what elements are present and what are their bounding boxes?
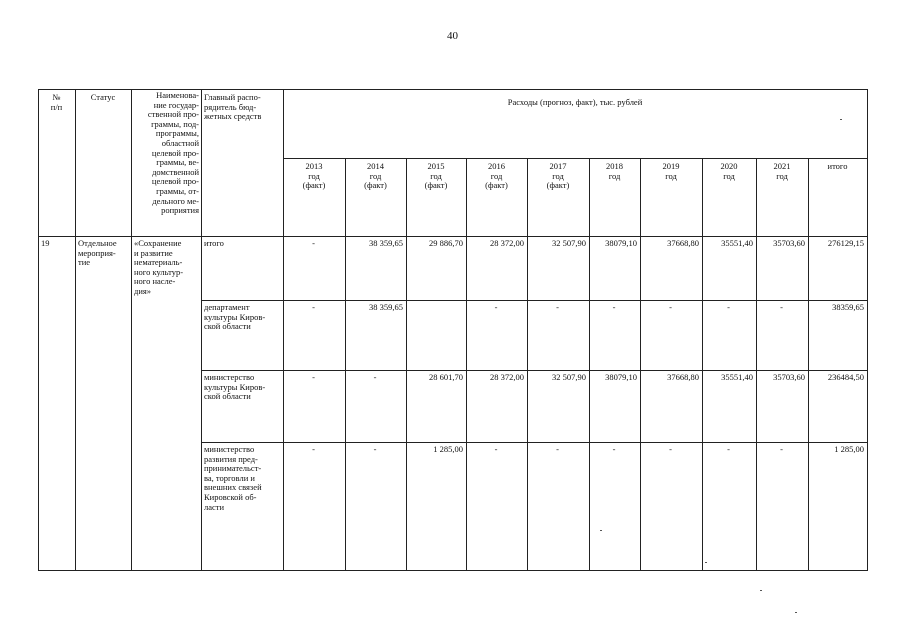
header-year: 2013 год (факт) (302, 161, 326, 191)
value-cell: - (669, 302, 672, 312)
value-cell: 38079,10 (605, 372, 637, 382)
column-divider (527, 158, 528, 570)
value-cell: - (556, 302, 559, 312)
sub-row-admin: итого (204, 238, 224, 248)
header-year: 2014 год (факт) (364, 161, 387, 191)
column-divider (38, 89, 39, 570)
value-cell: 35703,60 (773, 372, 805, 382)
row-status: Отдельное мероприя- тие (78, 238, 117, 268)
header-admin: Главный распо- рядитель бюд- жетных средств (204, 92, 262, 122)
column-divider (640, 158, 641, 570)
value-cell: - (780, 302, 783, 312)
value-cell: - (556, 444, 559, 454)
header-year: 2016 год (факт) (485, 161, 508, 191)
header-year: итого (827, 161, 848, 171)
value-cell: 28 372,00 (490, 238, 524, 248)
sub-row-divider (201, 300, 868, 301)
value-cell: - (494, 444, 498, 454)
header-bottom-line (38, 236, 868, 237)
column-divider (589, 158, 590, 570)
header-year: 2021 год (773, 161, 791, 181)
column-divider (756, 158, 757, 570)
column-divider (201, 89, 202, 570)
header-year: 2018 год (606, 161, 623, 181)
value-cell: 28 372,00 (490, 372, 524, 382)
expenses-subheader-line (283, 158, 868, 159)
value-cell: - (312, 444, 315, 454)
header-year: 2020 год (720, 161, 738, 181)
sub-row-divider (201, 370, 868, 371)
scan-speck (840, 119, 842, 120)
column-divider (808, 158, 809, 570)
value-cell: 38359,65 (832, 302, 864, 312)
scan-speck (705, 562, 707, 563)
column-divider (702, 158, 703, 570)
sub-row-admin: министерство культуры Киров- ской области (204, 372, 266, 402)
value-cell: 35551,40 (721, 372, 753, 382)
row-name: «Сохранение и развитие нематериаль- ного культур- ного насле- дия» (134, 238, 184, 296)
header-number: № п/п (50, 92, 63, 112)
value-cell: 236484,50 (827, 372, 864, 382)
value-cell: 37668,80 (667, 372, 699, 382)
header-name: Наименова- ние государ- ственной про- граммы, под- программы, областной целевой про- граммы, ве- домственной целевой про- граммы, от- дельного ме- роприятия (147, 90, 199, 216)
page-number: 40 (447, 30, 458, 42)
value-cell: - (373, 372, 377, 382)
value-cell: 28 601,70 (429, 372, 463, 382)
column-divider (345, 158, 346, 570)
value-cell: - (780, 444, 783, 454)
value-cell: 276129,15 (827, 238, 864, 248)
value-cell: 35703,60 (773, 238, 805, 248)
sub-row-divider (201, 442, 868, 443)
header-year: 2019 год (662, 161, 680, 181)
value-cell: 38079,10 (605, 238, 637, 248)
value-cell: - (373, 444, 377, 454)
value-cell: - (612, 444, 616, 454)
sub-row-admin: департамент культуры Киров- ской области (204, 302, 266, 332)
value-cell: - (669, 444, 672, 454)
value-cell: - (312, 302, 315, 312)
value-cell: 1 285,00 (433, 444, 463, 454)
value-cell: 1 285,00 (834, 444, 864, 454)
header-year: 2015 год (факт) (424, 161, 448, 191)
sub-row-admin: министерство развития пред- принимательст- ва, торговли и внешних связей Кировской об- ласти (204, 444, 262, 512)
value-cell: - (312, 238, 315, 248)
value-cell: 35551,40 (721, 238, 753, 248)
value-cell: 38 359,65 (369, 238, 403, 248)
header-expenses: Расходы (прогноз, факт), тыс. рублей (507, 97, 643, 107)
table-right-border (867, 89, 868, 570)
header-status: Статус (90, 92, 116, 102)
value-cell: 32 507,90 (552, 372, 586, 382)
column-divider (75, 89, 76, 570)
scan-speck (795, 612, 797, 613)
value-cell: 37668,80 (667, 238, 699, 248)
column-divider (283, 89, 284, 570)
scan-speck (760, 590, 762, 591)
row-number: 19 (41, 238, 50, 248)
value-cell: - (727, 302, 730, 312)
value-cell: 29 886,70 (429, 238, 463, 248)
scan-speck (600, 530, 602, 531)
value-cell: - (494, 302, 498, 312)
column-divider (466, 158, 467, 570)
column-divider (406, 158, 407, 570)
value-cell: - (612, 302, 616, 312)
value-cell: - (312, 372, 315, 382)
value-cell: 38 359,65 (369, 302, 403, 312)
table-bottom-border (38, 570, 868, 571)
value-cell: 32 507,90 (552, 238, 586, 248)
header-year: 2017 год (факт) (546, 161, 570, 191)
column-divider (131, 89, 132, 570)
value-cell: - (727, 444, 730, 454)
